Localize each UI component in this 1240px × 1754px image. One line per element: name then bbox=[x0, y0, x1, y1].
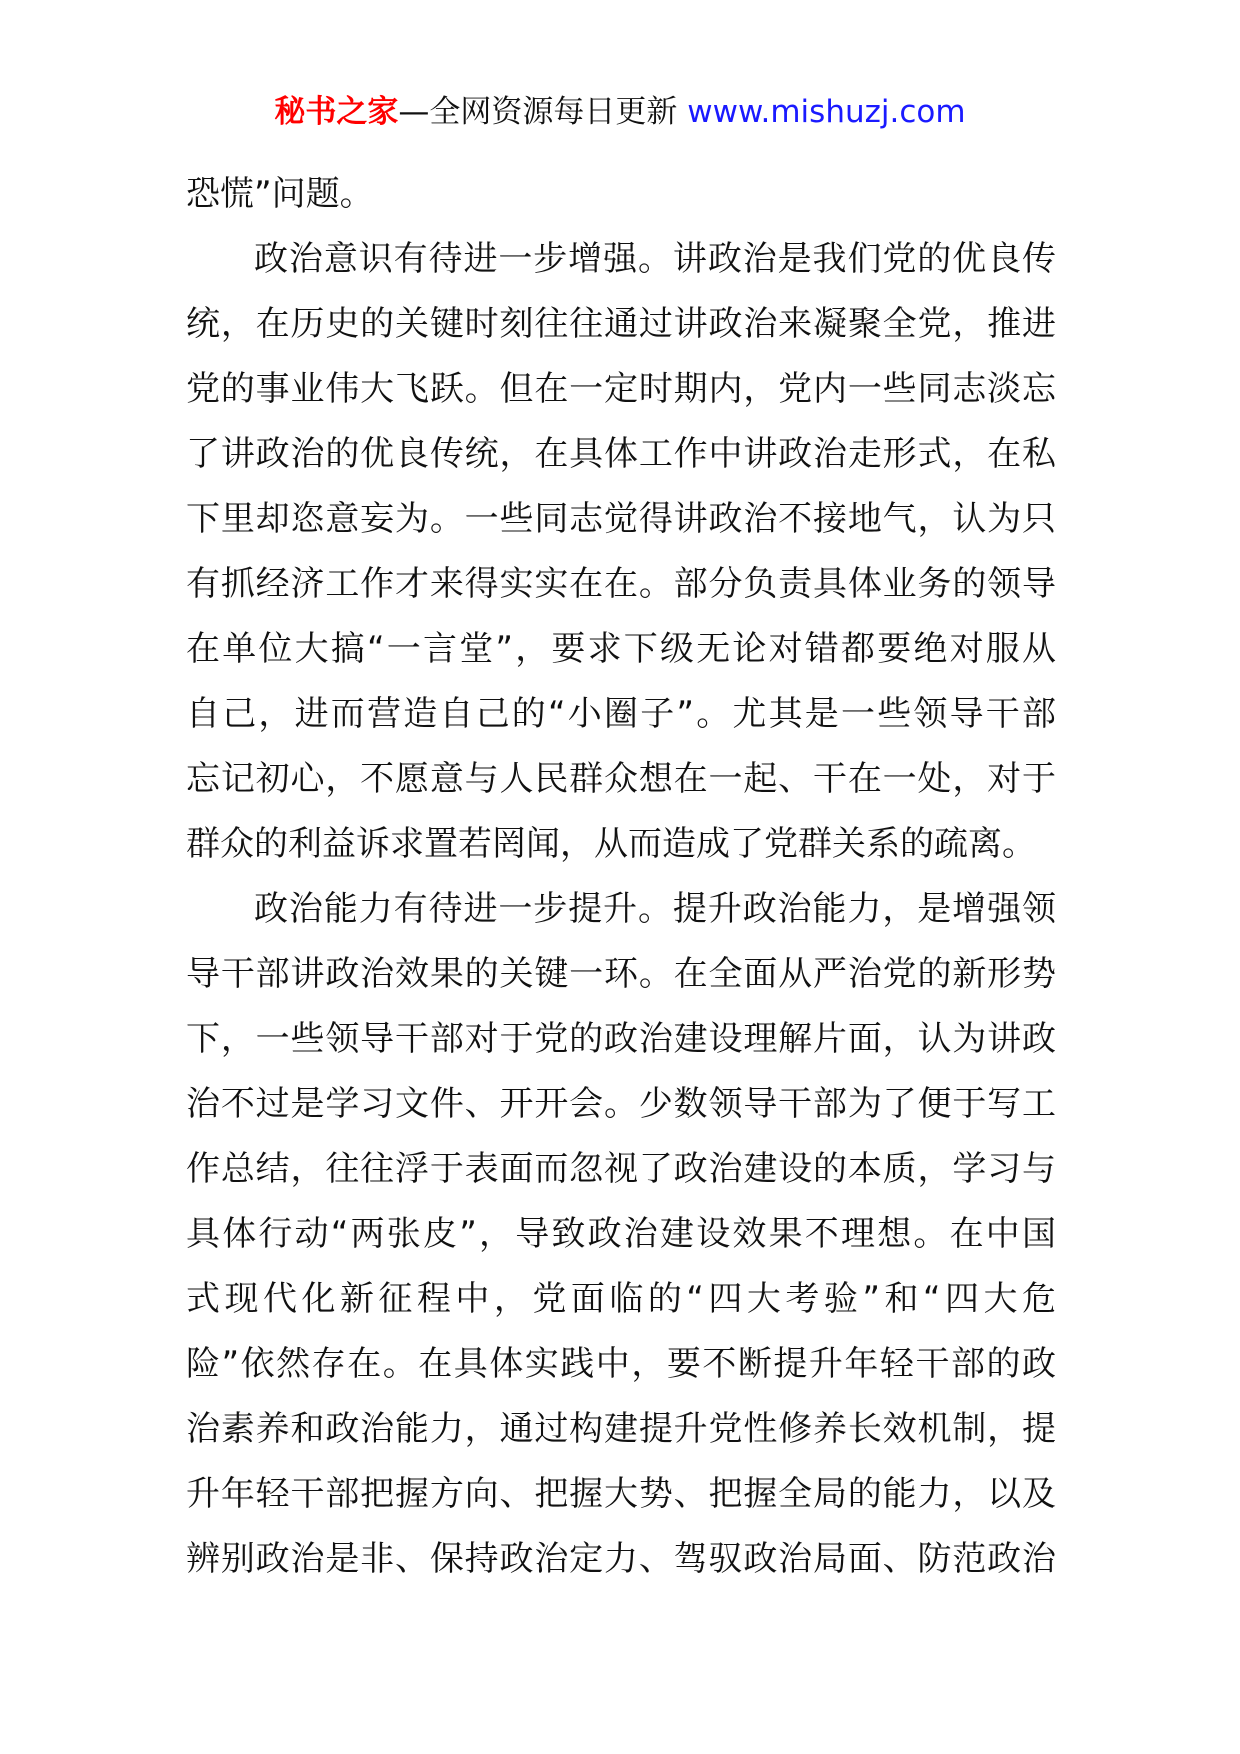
text-line: 忘记初心，不愿意与人民群众想在一起、干在一处，对于 bbox=[186, 759, 1056, 799]
text-line: 党的事业伟大飞跃。但在一定时期内，党内一些同志淡忘 bbox=[186, 369, 1056, 409]
brand-name: 秘书之家 bbox=[274, 94, 399, 130]
text-line: 有抓经济工作才来得实实在在。部分负责具体业务的领导 bbox=[186, 564, 1056, 604]
paragraph-start-line: 政治能力有待进一步提升。提升政治能力，是增强领 bbox=[254, 889, 1056, 929]
text-line: 导干部讲政治效果的关键一环。在全面从严治党的新形势 bbox=[186, 954, 1056, 994]
text-line: 治不过是学习文件、开开会。少数领导干部为了便于写工 bbox=[186, 1084, 1056, 1124]
text-line: 群众的利益诉求置若罔闻，从而造成了党群关系的疏离。 bbox=[186, 824, 1036, 864]
text-line: 辨别政治是非、保持政治定力、驾驭政治局面、防范政治 bbox=[186, 1539, 1056, 1579]
text-line: 升年轻干部把握方向、把握大势、把握全局的能力，以及 bbox=[186, 1474, 1056, 1514]
site-url-link[interactable]: www.mishuzj.com bbox=[687, 94, 966, 130]
text-line: 了讲政治的优良传统，在具体工作中讲政治走形式，在私 bbox=[186, 434, 1056, 474]
watermark-header bbox=[0, 88, 1240, 136]
text-line: 式现代化新征程中，党面临的“四大考验”和“四大危 bbox=[186, 1279, 1056, 1319]
header-tagline: —全网资源每日更新 bbox=[398, 94, 688, 130]
text-line: 统，在历史的关键时刻往往通过讲政治来凝聚全党，推进 bbox=[186, 304, 1056, 344]
text-line: 具体行动“两张皮”，导致政治建设效果不理想。在中国 bbox=[186, 1214, 1056, 1254]
document-body bbox=[186, 162, 1056, 1592]
text-line: 作总结，往往浮于表面而忽视了政治建设的本质，学习与 bbox=[186, 1149, 1056, 1189]
text-line: 恐慌”问题。 bbox=[186, 174, 374, 214]
text-line: 在单位大搞“一言堂”，要求下级无论对错都要绝对服从 bbox=[186, 629, 1056, 669]
text-line: 治素养和政治能力，通过构建提升党性修养长效机制，提 bbox=[186, 1409, 1056, 1449]
text-line: 下里却恣意妄为。一些同志觉得讲政治不接地气，认为只 bbox=[186, 499, 1056, 539]
text-line: 下，一些领导干部对于党的政治建设理解片面，认为讲政 bbox=[186, 1019, 1056, 1059]
text-line: 自己，进而营造自己的“小圈子”。尤其是一些领导干部 bbox=[186, 694, 1056, 734]
text-line: 险”依然存在。在具体实践中，要不断提升年轻干部的政 bbox=[186, 1344, 1056, 1384]
paragraph-start-line: 政治意识有待进一步增强。讲政治是我们党的优良传 bbox=[254, 239, 1056, 279]
